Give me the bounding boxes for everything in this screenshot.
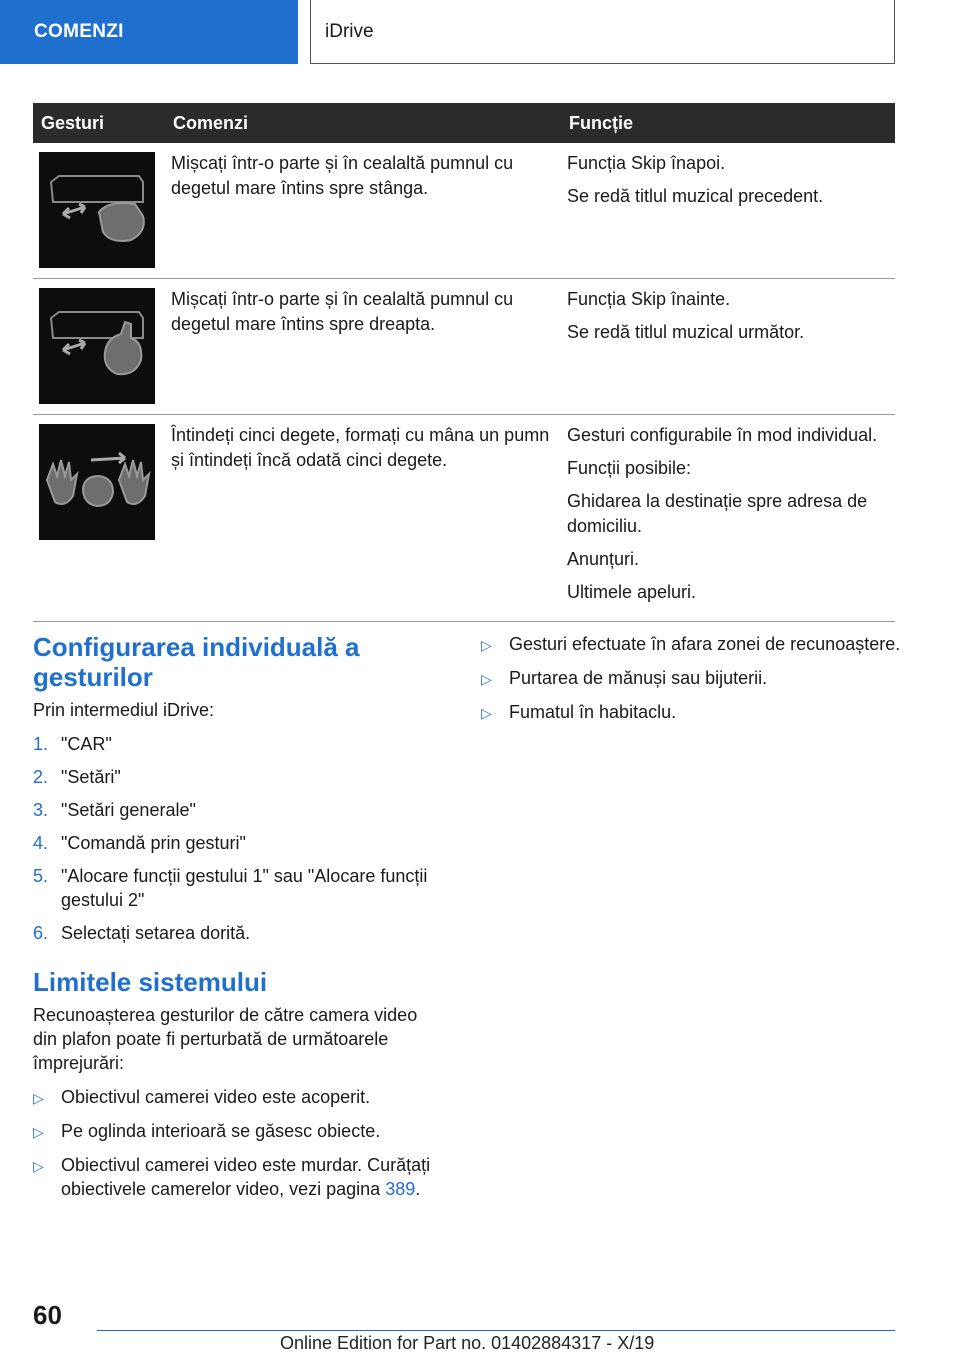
section-tab: COMENZI — [0, 0, 298, 64]
limit-text: Gesturi efectuate în afara zonei de recunoaștere. — [509, 634, 901, 654]
triangle-bullet-icon: ▷ — [33, 1124, 44, 1140]
limit-text: Pe oglinda interioară se găsesc obiecte. — [61, 1121, 381, 1141]
limits-list — [33, 1085, 443, 1201]
function-text: Se redă titlul muzical precedent. — [567, 186, 824, 206]
gesture-table — [33, 103, 895, 622]
gesture-image-cell — [33, 279, 165, 415]
limit-item-with-link: Obiectivul camerei video este murdar. Curățați obiectivele camerelor video, vezi pagina 389. — [61, 1155, 431, 1199]
config-steps — [33, 732, 443, 945]
triangle-bullet-icon: ▷ — [33, 1158, 44, 1174]
step-text: "Alocare funcții gestului 1" sau "Alocare funcții gestului 2" — [61, 866, 428, 910]
step-text: Selectați setarea dorită. — [61, 923, 251, 943]
limits-list-continued — [481, 632, 901, 725]
gesture-image-cell — [33, 143, 165, 279]
limit-text: Obiectivul camerei video este murdar. Curățați obiectivele camerelor video, vezi pagina — [61, 1155, 431, 1199]
page-number: 60 — [33, 1300, 62, 1330]
step-text: "Setări" — [61, 767, 121, 787]
list-item — [481, 632, 901, 657]
step-text: "Comandă prin gesturi" — [61, 833, 246, 853]
limits-intro: Recunoașterea gesturilor de către camera video din plafon poate fi perturbată de următoarele împrejurări: — [33, 1005, 418, 1073]
list-item — [33, 864, 443, 912]
list-item — [33, 765, 443, 789]
function-cell — [561, 143, 895, 279]
function-text: Anunțuri. — [567, 549, 640, 569]
function-text: Ultimele apeluri. — [567, 582, 697, 602]
list-item — [33, 1119, 443, 1144]
table-header-row — [33, 103, 895, 143]
gesture-image-cell — [33, 415, 165, 622]
function-text: Funcția Skip înapoi. — [567, 153, 726, 173]
function-cell — [561, 279, 895, 415]
column-header-commands: Comenzi — [165, 103, 561, 143]
step-number: 1. — [33, 734, 49, 754]
command-cell: Mișcați într-o parte și în cealaltă pumnul cu degetul mare întins spre dreapta. — [165, 279, 561, 415]
table-row — [33, 143, 895, 279]
step-text: "Setări generale" — [61, 800, 196, 820]
triangle-bullet-icon: ▷ — [33, 1090, 44, 1106]
function-text: Se redă titlul muzical următor. — [567, 322, 805, 342]
config-intro: Prin intermediul iDrive: — [33, 700, 215, 720]
list-item — [33, 732, 443, 756]
limits-heading: Limitele sistemului — [33, 967, 268, 997]
list-item — [33, 798, 443, 822]
step-text: "CAR" — [61, 734, 112, 754]
column-header-function: Funcție — [561, 103, 895, 143]
step-number: 6. — [33, 923, 49, 943]
function-text: Funcții posibile: — [567, 458, 692, 478]
limit-text: Purtarea de mănuși sau bijuterii. — [509, 668, 768, 688]
step-number: 4. — [33, 833, 49, 853]
triangle-bullet-icon: ▷ — [481, 705, 492, 721]
table-row — [33, 415, 895, 622]
table-row — [33, 279, 895, 415]
list-item — [481, 666, 901, 691]
list-item — [33, 1153, 443, 1201]
open-fist-gesture-icon — [39, 424, 155, 540]
list-item — [481, 700, 901, 725]
step-number: 3. — [33, 800, 49, 820]
step-number: 2. — [33, 767, 49, 787]
function-text: Ghidarea la destinație spre adresa de domiciliu. — [567, 491, 868, 536]
command-cell: Mișcați într-o parte și în cealaltă pumnul cu degetul mare întins spre stânga. — [165, 143, 561, 279]
list-item — [33, 1085, 443, 1110]
limit-text: Obiectivul camerei video este acoperit. — [61, 1087, 371, 1107]
footer-divider — [97, 1330, 895, 1331]
triangle-bullet-icon: ▷ — [481, 671, 492, 687]
page-reference-link[interactable]: 389 — [385, 1179, 416, 1199]
triangle-bullet-icon: ▷ — [481, 637, 492, 653]
right-column — [481, 632, 901, 734]
config-heading: Configurarea individuală a gesturilor — [33, 632, 360, 692]
swipe-left-gesture-icon — [39, 152, 155, 268]
swipe-right-gesture-icon — [39, 288, 155, 404]
column-header-gestures: Gesturi — [33, 103, 165, 143]
list-item — [33, 831, 443, 855]
page-title: iDrive — [310, 0, 895, 64]
left-column — [33, 632, 443, 1210]
function-cell — [561, 415, 895, 622]
command-cell: Întindeți cinci degete, formați cu mâna un pumn și întindeți încă odată cinci degete. — [165, 415, 561, 622]
function-text: Funcția Skip înainte. — [567, 289, 731, 309]
footer-edition: Online Edition for Part no. 01402884317 - X/19 — [280, 1333, 655, 1353]
step-number: 5. — [33, 866, 49, 886]
function-text: Gesturi configurabile în mod individual. — [567, 425, 878, 445]
list-item — [33, 921, 443, 945]
limit-text: Fumatul în habitaclu. — [509, 702, 677, 722]
